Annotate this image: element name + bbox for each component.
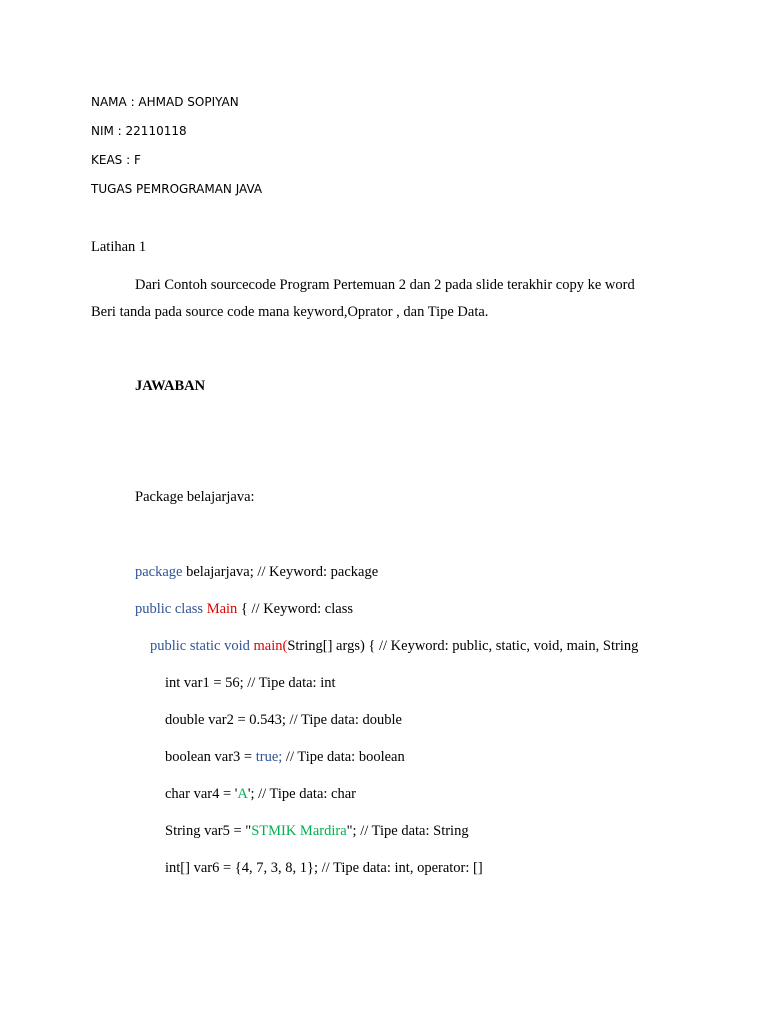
keyword-token: package [135, 564, 183, 580]
code-line-main [150, 637, 638, 655]
code-text: '; // Tipe data: char [247, 786, 357, 802]
code-text: String[] args) { // Keyword: public, static, void, main, String [287, 638, 639, 654]
code-text: char var4 = ' [165, 786, 238, 802]
method-name-token: main( [253, 638, 288, 654]
answer-heading: JAWABAN [135, 378, 206, 394]
keyword-token: public static void [150, 638, 250, 654]
literal-token: STMIK Mardira [251, 823, 347, 839]
code-line-var6: int[] var6 = {4, 7, 3, 8, 1}; // Tipe data: int, operator: [] [165, 860, 483, 876]
keyword-token: public class [135, 601, 204, 617]
class-name-token: Main [206, 601, 238, 617]
literal-token: true; [255, 749, 283, 765]
package-heading: Package belajarjava: [135, 489, 255, 505]
code-line-var1: int var1 = 56; // Tipe data: int [165, 675, 336, 691]
code-text: belajarjava; // Keyword: package [182, 564, 379, 580]
instruction-line-2: Beri tanda pada source code mana keyword,Oprator , dan Tipe Data. [91, 304, 489, 320]
literal-token: A [237, 786, 248, 802]
code-text: boolean var3 = [165, 749, 256, 765]
assignment-title: TUGAS PEMROGRAMAN JAVA [91, 182, 263, 196]
code-text: { // Keyword: class [237, 601, 353, 617]
instruction-line-1: Dari Contoh sourcecode Program Pertemuan 2 dan 2 pada slide terakhir copy ke word [135, 277, 635, 293]
exercise-title: Latihan 1 [91, 239, 147, 255]
code-line-var4 [165, 785, 356, 803]
code-line-package [135, 563, 378, 581]
code-text: "; // Tipe data: String [346, 823, 469, 839]
student-class: KEAS : F [91, 153, 141, 167]
student-nim: NIM : 22110118 [91, 124, 187, 138]
code-text: String var5 = " [165, 823, 252, 839]
student-name: NAMA : AHMAD SOPIYAN [91, 95, 239, 109]
code-line-var2: double var2 = 0.543; // Tipe data: double [165, 712, 402, 728]
code-line-var5 [165, 822, 469, 840]
code-line-class [135, 600, 353, 618]
code-line-var3 [165, 748, 405, 766]
code-text: // Tipe data: boolean [282, 749, 405, 765]
